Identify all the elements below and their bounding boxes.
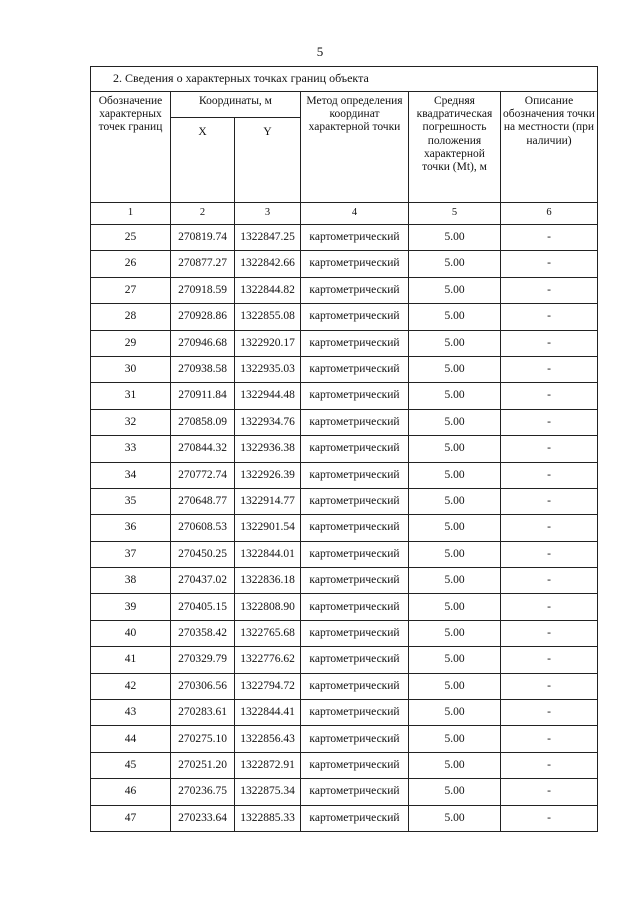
coordinate-x: 270772.74 [171, 462, 235, 488]
description-cell: - [501, 541, 598, 567]
method-cell: картометрический [301, 726, 409, 752]
table-row [91, 594, 598, 620]
coordinate-y: 1322935.03 [235, 356, 301, 382]
coordinate-y: 1322875.34 [235, 779, 301, 805]
table-row [91, 304, 598, 330]
coordinate-x: 270928.86 [171, 304, 235, 330]
method-cell: картометрический [301, 277, 409, 303]
coordinate-x: 270275.10 [171, 726, 235, 752]
description-cell: - [501, 383, 598, 409]
column-numbers-row [91, 203, 598, 225]
table-row [91, 409, 598, 435]
table-row [91, 225, 598, 251]
error-cell: 5.00 [409, 515, 501, 541]
error-cell: 5.00 [409, 568, 501, 594]
method-cell: картометрический [301, 594, 409, 620]
header-y: Y [235, 118, 301, 203]
point-number: 40 [91, 620, 171, 646]
error-cell: 5.00 [409, 779, 501, 805]
coordinate-x: 270329.79 [171, 647, 235, 673]
coordinate-x: 270844.32 [171, 436, 235, 462]
coordinate-x: 270938.58 [171, 356, 235, 382]
coordinate-x: 270358.42 [171, 620, 235, 646]
method-cell: картометрический [301, 436, 409, 462]
table-row [91, 700, 598, 726]
error-cell: 5.00 [409, 304, 501, 330]
point-number: 43 [91, 700, 171, 726]
table-row [91, 779, 598, 805]
description-cell: - [501, 251, 598, 277]
error-cell: 5.00 [409, 356, 501, 382]
description-cell: - [501, 700, 598, 726]
point-number: 27 [91, 277, 171, 303]
error-cell: 5.00 [409, 383, 501, 409]
point-number: 38 [91, 568, 171, 594]
table-row [91, 752, 598, 778]
method-cell: картометрический [301, 673, 409, 699]
table-row [91, 620, 598, 646]
column-number: 4 [301, 203, 409, 225]
description-cell: - [501, 752, 598, 778]
error-cell: 5.00 [409, 805, 501, 831]
coordinate-y: 1322844.82 [235, 277, 301, 303]
method-cell: картометрический [301, 647, 409, 673]
method-cell: картометрический [301, 409, 409, 435]
section-title: 2. Сведения о характерных точках границ объекта [91, 67, 598, 92]
point-number: 28 [91, 304, 171, 330]
point-number: 37 [91, 541, 171, 567]
table-row [91, 805, 598, 831]
point-number: 30 [91, 356, 171, 382]
coordinate-x: 270648.77 [171, 488, 235, 514]
point-number: 36 [91, 515, 171, 541]
error-cell: 5.00 [409, 225, 501, 251]
error-cell: 5.00 [409, 277, 501, 303]
table-row [91, 383, 598, 409]
coordinate-y: 1322794.72 [235, 673, 301, 699]
point-number: 41 [91, 647, 171, 673]
coordinate-y: 1322856.43 [235, 726, 301, 752]
method-cell: картометрический [301, 515, 409, 541]
description-cell: - [501, 277, 598, 303]
point-number: 39 [91, 594, 171, 620]
description-cell: - [501, 462, 598, 488]
description-cell: - [501, 620, 598, 646]
table-row [91, 726, 598, 752]
point-number: 32 [91, 409, 171, 435]
column-number: 1 [91, 203, 171, 225]
table-row [91, 251, 598, 277]
method-cell: картометрический [301, 462, 409, 488]
coordinate-y: 1322855.08 [235, 304, 301, 330]
header-description: Описание обозначения точки на местности (при наличии) [501, 92, 598, 203]
coordinate-x: 270236.75 [171, 779, 235, 805]
header-point-label: Обозначение характерных точек границ [91, 92, 171, 203]
boundary-points-table [90, 66, 598, 832]
coordinate-x: 270405.15 [171, 594, 235, 620]
table-row [91, 462, 598, 488]
description-cell: - [501, 488, 598, 514]
coordinate-x: 270608.53 [171, 515, 235, 541]
description-cell: - [501, 409, 598, 435]
column-number: 5 [409, 203, 501, 225]
method-cell: картометрический [301, 304, 409, 330]
coordinate-y: 1322914.77 [235, 488, 301, 514]
description-cell: - [501, 779, 598, 805]
table-row [91, 436, 598, 462]
method-cell: картометрический [301, 620, 409, 646]
point-number: 42 [91, 673, 171, 699]
coordinate-y: 1322765.68 [235, 620, 301, 646]
description-cell: - [501, 673, 598, 699]
header-method: Метод определения координат характерной точки [301, 92, 409, 203]
coordinate-x: 270858.09 [171, 409, 235, 435]
coordinate-y: 1322808.90 [235, 594, 301, 620]
description-cell: - [501, 436, 598, 462]
coordinate-y: 1322936.38 [235, 436, 301, 462]
description-cell: - [501, 356, 598, 382]
method-cell: картометрический [301, 752, 409, 778]
error-cell: 5.00 [409, 647, 501, 673]
table-row [91, 647, 598, 673]
error-cell: 5.00 [409, 700, 501, 726]
error-cell: 5.00 [409, 409, 501, 435]
description-cell: - [501, 568, 598, 594]
point-number: 44 [91, 726, 171, 752]
coordinate-y: 1322836.18 [235, 568, 301, 594]
coordinate-x: 270877.27 [171, 251, 235, 277]
coordinate-y: 1322842.66 [235, 251, 301, 277]
method-cell: картометрический [301, 541, 409, 567]
error-cell: 5.00 [409, 251, 501, 277]
coordinate-y: 1322776.62 [235, 647, 301, 673]
coordinate-y: 1322885.33 [235, 805, 301, 831]
error-cell: 5.00 [409, 462, 501, 488]
column-number: 2 [171, 203, 235, 225]
point-number: 33 [91, 436, 171, 462]
table-row [91, 568, 598, 594]
method-cell: картометрический [301, 568, 409, 594]
coordinate-x: 270911.84 [171, 383, 235, 409]
coordinate-y: 1322901.54 [235, 515, 301, 541]
error-cell: 5.00 [409, 541, 501, 567]
error-cell: 5.00 [409, 726, 501, 752]
method-cell: картометрический [301, 330, 409, 356]
point-number: 31 [91, 383, 171, 409]
column-number: 6 [501, 203, 598, 225]
method-cell: картометрический [301, 225, 409, 251]
table-row [91, 277, 598, 303]
coordinate-x: 270946.68 [171, 330, 235, 356]
method-cell: картометрический [301, 488, 409, 514]
table-row [91, 356, 598, 382]
header-coordinates: Координаты, м [171, 92, 301, 118]
method-cell: картометрический [301, 356, 409, 382]
coordinate-x: 270283.61 [171, 700, 235, 726]
method-cell: картометрический [301, 700, 409, 726]
coordinate-y: 1322844.01 [235, 541, 301, 567]
description-cell: - [501, 805, 598, 831]
coordinate-y: 1322944.48 [235, 383, 301, 409]
coordinate-x: 270251.20 [171, 752, 235, 778]
header-row-1 [91, 92, 598, 118]
error-cell: 5.00 [409, 488, 501, 514]
description-cell: - [501, 304, 598, 330]
coordinate-x: 270819.74 [171, 225, 235, 251]
table-row [91, 541, 598, 567]
description-cell: - [501, 330, 598, 356]
page-number: 5 [316, 44, 324, 59]
section-title-row [91, 67, 598, 92]
description-cell: - [501, 594, 598, 620]
column-number: 3 [235, 203, 301, 225]
coordinate-x: 270918.59 [171, 277, 235, 303]
coordinate-y: 1322920.17 [235, 330, 301, 356]
header-error: Средняя квадратическая погрешность положения характерной точки (Mt), м [409, 92, 501, 203]
point-number: 35 [91, 488, 171, 514]
description-cell: - [501, 225, 598, 251]
table-row [91, 673, 598, 699]
header-x: X [171, 118, 235, 203]
coordinate-x: 270450.25 [171, 541, 235, 567]
coordinate-x: 270233.64 [171, 805, 235, 831]
error-cell: 5.00 [409, 436, 501, 462]
error-cell: 5.00 [409, 330, 501, 356]
error-cell: 5.00 [409, 620, 501, 646]
table-row [91, 488, 598, 514]
method-cell: картометрический [301, 805, 409, 831]
description-cell: - [501, 726, 598, 752]
coordinate-y: 1322847.25 [235, 225, 301, 251]
point-number: 26 [91, 251, 171, 277]
method-cell: картометрический [301, 779, 409, 805]
coordinate-y: 1322926.39 [235, 462, 301, 488]
coordinate-x: 270306.56 [171, 673, 235, 699]
method-cell: картометрический [301, 383, 409, 409]
method-cell: картометрический [301, 251, 409, 277]
description-cell: - [501, 515, 598, 541]
point-number: 45 [91, 752, 171, 778]
coordinate-y: 1322872.91 [235, 752, 301, 778]
point-number: 46 [91, 779, 171, 805]
table-body [91, 67, 598, 832]
point-number: 34 [91, 462, 171, 488]
coordinate-x: 270437.02 [171, 568, 235, 594]
error-cell: 5.00 [409, 752, 501, 778]
description-cell: - [501, 647, 598, 673]
coordinate-y: 1322934.76 [235, 409, 301, 435]
table-row [91, 515, 598, 541]
point-number: 25 [91, 225, 171, 251]
point-number: 29 [91, 330, 171, 356]
error-cell: 5.00 [409, 673, 501, 699]
coordinate-y: 1322844.41 [235, 700, 301, 726]
table-row [91, 330, 598, 356]
error-cell: 5.00 [409, 594, 501, 620]
point-number: 47 [91, 805, 171, 831]
